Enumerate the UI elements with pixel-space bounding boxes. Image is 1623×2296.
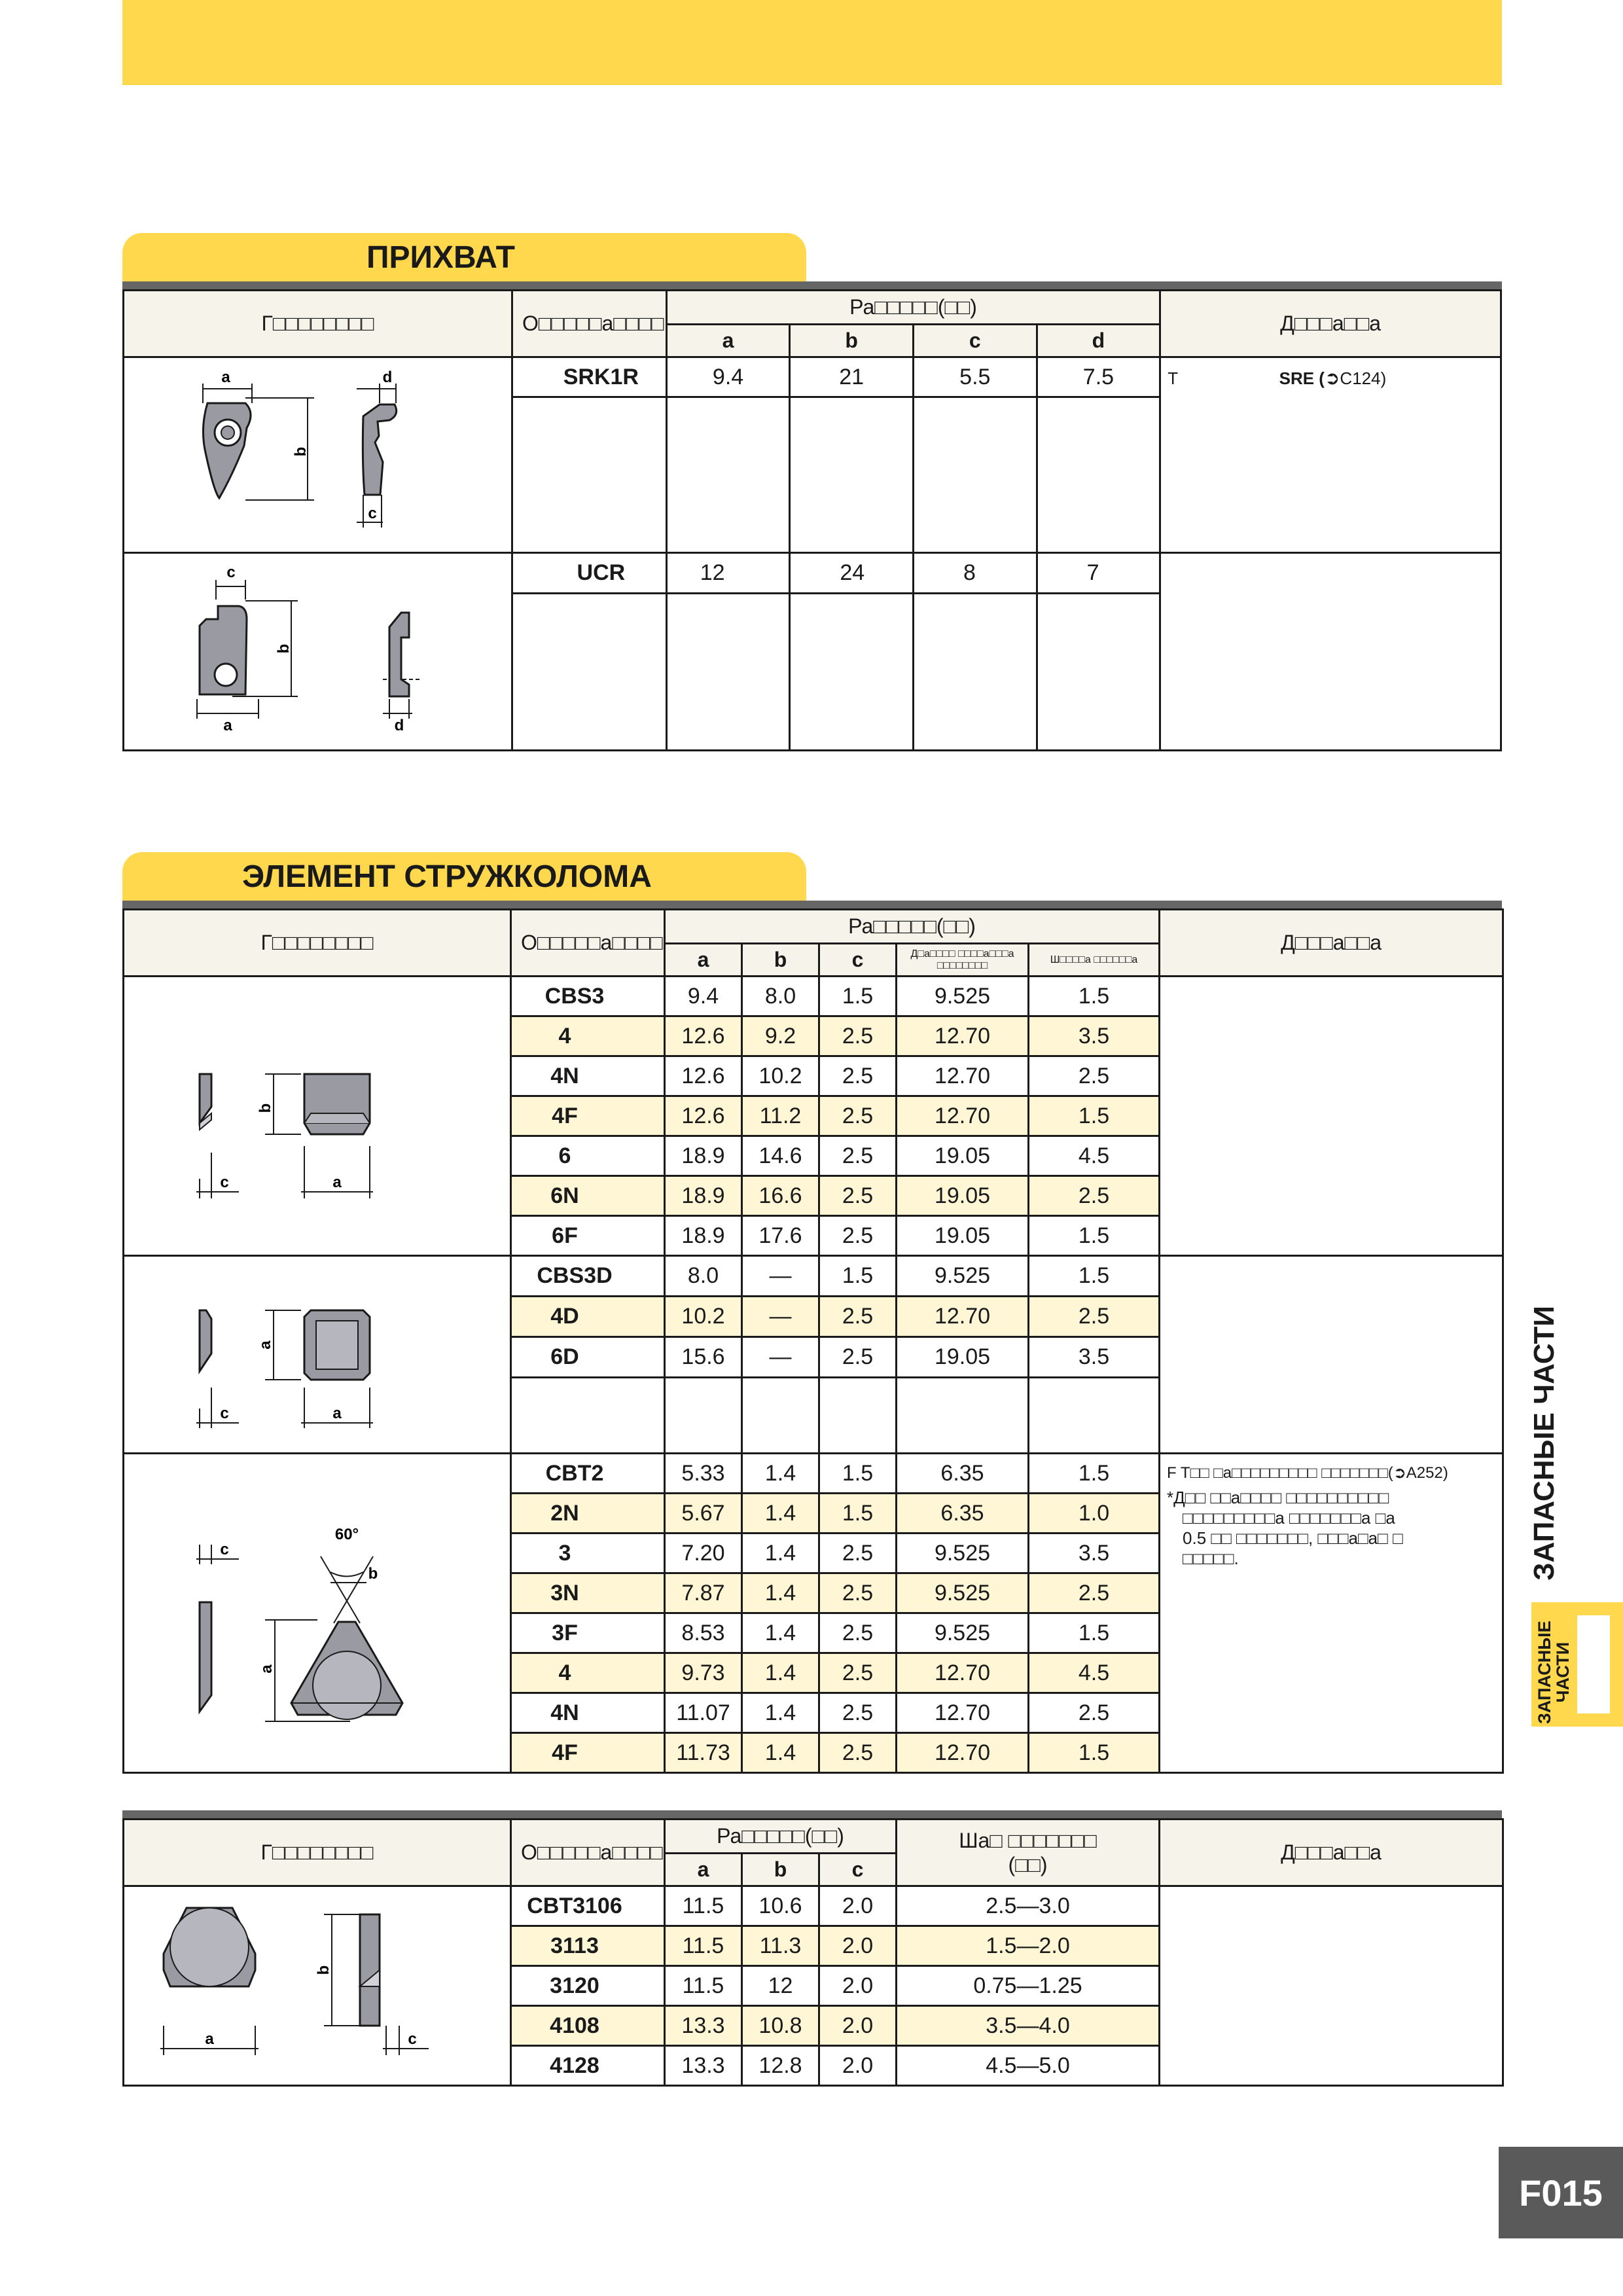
- designation-cell: 2N: [511, 1494, 665, 1534]
- value-b: —: [742, 1337, 819, 1378]
- value-pitch: 1.5—2.0: [897, 1926, 1160, 1966]
- col-header-b: b: [742, 1854, 819, 1886]
- value-w: 3.5: [1029, 1016, 1160, 1056]
- designation-cell: 3113: [511, 1926, 665, 1966]
- designation-cell: 6F: [511, 1216, 665, 1256]
- value-c: 1.5: [819, 1454, 897, 1494]
- side-tab-label-line1: ЗАПАСНЫЕ: [1535, 1621, 1554, 1724]
- designation-cell: 4: [511, 1016, 665, 1056]
- value-d: 7.5: [1037, 357, 1160, 397]
- dim-label-b: b: [275, 643, 293, 654]
- value-b: 10.6: [742, 1886, 819, 1926]
- value-b: 11.3: [742, 1926, 819, 1966]
- value-d: 9.525: [897, 1256, 1029, 1297]
- value-b: 8.0: [742, 977, 819, 1016]
- value-b: 10.2: [742, 1056, 819, 1096]
- value-w: 1.5: [1029, 1256, 1160, 1297]
- table-row: [124, 1256, 1503, 1297]
- dim-label-a: a: [257, 1664, 276, 1674]
- designation-cell: 3F: [511, 1613, 665, 1653]
- chipbreaker-drawing-cbs3d: [124, 1256, 511, 1454]
- value-a: 9.73: [665, 1653, 742, 1693]
- value-d: 9.525: [897, 1613, 1029, 1653]
- value-b: 10.8: [742, 2006, 819, 2046]
- value-c: 2.5: [819, 1534, 897, 1573]
- value-b: 21: [790, 357, 914, 397]
- designation-cell: CBS3D: [511, 1256, 665, 1297]
- value-c: 8: [914, 553, 1037, 594]
- value-a: 7.87: [665, 1573, 742, 1613]
- value-c: 2.5: [819, 1653, 897, 1693]
- value-d: 12.70: [897, 1693, 1029, 1733]
- value-a: 5.33: [665, 1454, 742, 1494]
- value-a: 8.53: [665, 1613, 742, 1653]
- value-w: 1.5: [1029, 1096, 1160, 1136]
- value-a: 5.67: [665, 1494, 742, 1534]
- note-cell-srk1r: [1160, 357, 1501, 553]
- value-w: 1.5: [1029, 1733, 1160, 1773]
- dim-label-a: a: [256, 1340, 274, 1350]
- pitch-unit: (□□): [1008, 1852, 1048, 1876]
- value-w: 2.5: [1029, 1176, 1160, 1216]
- value-a: 9.4: [665, 977, 742, 1016]
- value-a: 18.9: [665, 1176, 742, 1216]
- value-d: 7: [1037, 553, 1160, 594]
- value-b: 1.4: [742, 1653, 819, 1693]
- value-a: 11.5: [665, 1886, 742, 1926]
- value-w: 1.5: [1029, 1613, 1160, 1653]
- value-d: 12.70: [897, 1733, 1029, 1773]
- value-b: 11.2: [742, 1096, 819, 1136]
- value-c: 1.5: [819, 977, 897, 1016]
- value-a: 18.9: [665, 1216, 742, 1256]
- note-cell-group1: [1160, 977, 1503, 1256]
- value-b: 1.4: [742, 1534, 819, 1573]
- clamp-drawing-ucr: [124, 553, 512, 751]
- value-c: 2.5: [819, 1613, 897, 1653]
- section-rule-chipbreaker: [122, 901, 1502, 908]
- top-color-band: [122, 0, 1502, 85]
- value-c: 2.5: [819, 1733, 897, 1773]
- side-tab-label-line2: ЧАСТИ: [1553, 1641, 1573, 1703]
- col-header-pitch: [897, 1820, 1160, 1886]
- value-d: 19.05: [897, 1216, 1029, 1256]
- value-d: 12.70: [897, 1297, 1029, 1337]
- value-b: 1.4: [742, 1733, 819, 1773]
- value-a: 15.6: [665, 1337, 742, 1378]
- angle-label: 60°: [334, 1526, 359, 1543]
- value-a: 13.3: [665, 2006, 742, 2046]
- dim-label-a: a: [221, 368, 231, 386]
- note-line: 0.5 □□ □□□□□□□, □□□а□а□ □: [1183, 1528, 1403, 1548]
- pitch-label: Ша□ □□□□□□□: [959, 1828, 1097, 1852]
- side-vertical-title: [1525, 1283, 1564, 1604]
- value-a: 11.5: [665, 1966, 742, 2006]
- value-c: 2.5: [819, 1096, 897, 1136]
- dim-label-b: b: [314, 1965, 332, 1975]
- chipbreaker-drawing-cbt2: [124, 1454, 511, 1773]
- value-d: 9.525: [897, 977, 1029, 1016]
- value-a: 18.9: [665, 1136, 742, 1176]
- clamp-table: [122, 289, 1502, 751]
- designation-cell: UCR: [512, 553, 666, 594]
- page-number: F015: [1499, 2147, 1623, 2238]
- value-a: 12.6: [665, 1096, 742, 1136]
- value-c: 2.5: [819, 1297, 897, 1337]
- col-header-c: c: [914, 325, 1037, 357]
- note-cell-group3: [1160, 1454, 1503, 1773]
- value-w: 1.0: [1029, 1494, 1160, 1534]
- col-header-note: Д□□□а□□а: [1160, 910, 1503, 977]
- col-header-designation: О□□□□□а□□□□: [511, 910, 665, 977]
- value-a: 12.6: [665, 1016, 742, 1056]
- dim-label-c: c: [226, 564, 236, 581]
- col-header-shape: Г□□□□□□□□: [124, 1820, 511, 1886]
- dim-label-b: b: [292, 446, 310, 456]
- value-d: 9.525: [897, 1534, 1029, 1573]
- value-w: 2.5: [1029, 1693, 1160, 1733]
- col-header-c: c: [819, 1854, 897, 1886]
- value-d: 19.05: [897, 1176, 1029, 1216]
- designation-cell: 3120: [511, 1966, 665, 2006]
- value-d: 19.05: [897, 1337, 1029, 1378]
- section-rule-thread: [122, 1810, 1502, 1818]
- value-b: 1.4: [742, 1494, 819, 1534]
- value-w: 1.5: [1029, 1216, 1160, 1256]
- clamp-drawing-srk1r: [124, 357, 512, 553]
- value-c: 2.5: [819, 1016, 897, 1056]
- col-header-inscribed-circle: Д□а□□□□ □□□□а□□□а □□□□□□□□: [897, 944, 1029, 977]
- note-ref: A252): [1406, 1464, 1448, 1482]
- designation-cell: 4: [511, 1653, 665, 1693]
- value-b: 1.4: [742, 1693, 819, 1733]
- ref-arrow-icon: ➲: [1324, 368, 1340, 388]
- dim-label-c: c: [407, 2030, 417, 2048]
- value-d: 6.35: [897, 1494, 1029, 1534]
- value-b: —: [742, 1297, 819, 1337]
- col-header-width: Ш□□□□а □□□□□□а: [1029, 944, 1160, 977]
- value-w: 1.5: [1029, 1454, 1160, 1494]
- section-rule-clamp: [122, 281, 1502, 289]
- value-c: 2.5: [819, 1176, 897, 1216]
- dim-label-a: a: [223, 717, 233, 734]
- dim-label-c: c: [219, 1405, 229, 1422]
- value-b: 24: [790, 553, 914, 594]
- designation-cell: 6D: [511, 1337, 665, 1378]
- value-c: 2.0: [819, 1886, 897, 1926]
- designation-cell: 4D: [511, 1297, 665, 1337]
- value-w: 2.5: [1029, 1297, 1160, 1337]
- value-a: 11.73: [665, 1733, 742, 1773]
- note-cell-ucr: [1160, 553, 1501, 751]
- note-text: SRE (: [1279, 368, 1325, 388]
- designation-cell: 4F: [511, 1096, 665, 1136]
- value-c: 2.5: [819, 1693, 897, 1733]
- dim-label-d: d: [383, 368, 393, 386]
- value-d: 19.05: [897, 1136, 1029, 1176]
- value-b: 12: [742, 1966, 819, 2006]
- value-b: 9.2: [742, 1016, 819, 1056]
- value-c: 2.0: [819, 1966, 897, 2006]
- value-pitch: 4.5—5.0: [897, 2046, 1160, 2086]
- col-header-shape: Г□□□□□□□□: [124, 291, 512, 357]
- value-c: 2.0: [819, 1926, 897, 1966]
- col-header-d: d: [1037, 325, 1160, 357]
- value-pitch: 3.5—4.0: [897, 2006, 1160, 2046]
- chipbreaker-table: [122, 908, 1504, 1774]
- value-c: 5.5: [914, 357, 1037, 397]
- value-w: 3.5: [1029, 1534, 1160, 1573]
- value-b: 14.6: [742, 1136, 819, 1176]
- designation-cell: 4128: [511, 2046, 665, 2086]
- note-cell-thread: [1160, 1886, 1503, 2086]
- side-tab-cutout: [1577, 1615, 1610, 1713]
- value-b: 17.6: [742, 1216, 819, 1256]
- table-row: [124, 357, 1501, 397]
- note-cell-group2: [1160, 1256, 1503, 1454]
- note-line: □□□□□.: [1183, 1549, 1239, 1568]
- col-header-note: Д□□□а□□а: [1160, 291, 1501, 357]
- value-w: 2.5: [1029, 1573, 1160, 1613]
- col-header-dims: Ра□□□□□(□□): [665, 1820, 897, 1854]
- value-d: 12.70: [897, 1096, 1029, 1136]
- value-w: 4.5: [1029, 1136, 1160, 1176]
- chipbreaker-drawing-cbs3: [124, 977, 511, 1256]
- value-d: 12.70: [897, 1653, 1029, 1693]
- value-a: 7.20: [665, 1534, 742, 1573]
- col-header-shape: Г□□□□□□□□: [124, 910, 511, 977]
- table-row: [124, 553, 1501, 594]
- designation-cell: 6N: [511, 1176, 665, 1216]
- table-row: [124, 1886, 1503, 1926]
- value-c: 2.5: [819, 1056, 897, 1096]
- dim-label-c: c: [219, 1173, 229, 1191]
- value-b: 1.4: [742, 1454, 819, 1494]
- value-c: 2.5: [819, 1136, 897, 1176]
- note-ref: C124): [1340, 368, 1387, 388]
- dim-label-b: b: [368, 1565, 378, 1583]
- designation-cell: 6: [511, 1136, 665, 1176]
- col-header-b: b: [790, 325, 914, 357]
- col-header-dims: Ра□□□□□(□□): [665, 910, 1160, 944]
- ref-arrow-icon: ➲: [1393, 1464, 1406, 1482]
- value-b: 12.8: [742, 2046, 819, 2086]
- dim-label-a: a: [332, 1173, 342, 1191]
- designation-cell: 4N: [511, 1056, 665, 1096]
- designation-cell: CBT3106: [511, 1886, 665, 1926]
- value-w: 2.5: [1029, 1056, 1160, 1096]
- col-header-dims: Ра□□□□□(□□): [666, 291, 1160, 325]
- value-b: 1.4: [742, 1613, 819, 1653]
- note-line: *Д□□ □□а□□□□ □□□□□□□□□□: [1167, 1488, 1389, 1507]
- value-b: 16.6: [742, 1176, 819, 1216]
- designation-cell: 3N: [511, 1573, 665, 1613]
- dim-label-a: a: [332, 1405, 342, 1422]
- dim-label-c: c: [368, 504, 378, 522]
- dim-label-d: d: [395, 717, 404, 734]
- note-line: □□□□□□□□□а □□□□□□□а □а: [1183, 1508, 1395, 1528]
- designation-cell: CBS3: [511, 977, 665, 1016]
- table-row: [124, 1454, 1503, 1494]
- designation-cell: CBT2: [511, 1454, 665, 1494]
- value-a: 10.2: [665, 1297, 742, 1337]
- value-c: 2.5: [819, 1216, 897, 1256]
- col-header-a: a: [665, 944, 742, 977]
- col-header-a: a: [666, 325, 790, 357]
- col-header-designation: О□□□□□а□□□□: [512, 291, 666, 357]
- side-vertical-title-text: ЗАПАСНЫЕ ЧАСТИ: [1528, 1305, 1560, 1581]
- value-b: —: [742, 1256, 819, 1297]
- thread-table: [122, 1818, 1504, 2087]
- side-tab-label: [1535, 1621, 1573, 1724]
- col-header-designation: О□□□□□а□□□□: [511, 1820, 665, 1886]
- dim-label-c: c: [219, 1541, 229, 1558]
- value-c: 1.5: [819, 1256, 897, 1297]
- value-c: 2.0: [819, 2046, 897, 2086]
- value-d: 12.70: [897, 1016, 1029, 1056]
- note-line: F T□□ □а□□□□□□□□□ □□□□□□□(: [1167, 1464, 1393, 1482]
- value-d: 6.35: [897, 1454, 1029, 1494]
- value-a: 11.07: [665, 1693, 742, 1733]
- col-header-a: a: [665, 1854, 742, 1886]
- value-pitch: 0.75—1.25: [897, 1966, 1160, 2006]
- value-c: 2.5: [819, 1573, 897, 1613]
- value-w: 1.5: [1029, 977, 1160, 1016]
- section-title-clamp: ПРИХВАТ: [366, 240, 515, 275]
- dim-label-a: a: [204, 2030, 214, 2048]
- col-header-b: b: [742, 944, 819, 977]
- value-w: 4.5: [1029, 1653, 1160, 1693]
- value-c: 1.5: [819, 1494, 897, 1534]
- section-title-chipbreaker: ЭЛЕМЕНТ СТРУЖКОЛОМА: [242, 859, 652, 894]
- value-a: 13.3: [665, 2046, 742, 2086]
- value-b: 1.4: [742, 1573, 819, 1613]
- value-c: 2.5: [819, 1337, 897, 1378]
- dim-label-b: b: [256, 1103, 274, 1113]
- value-a: 12.6: [665, 1056, 742, 1096]
- value-d: 9.525: [897, 1573, 1029, 1613]
- table-row: [124, 977, 1503, 1016]
- value-a: 9.4: [666, 357, 790, 397]
- designation-cell: 4108: [511, 2006, 665, 2046]
- designation-cell: SRK1R: [512, 357, 666, 397]
- value-a: 11.5: [665, 1926, 742, 1966]
- designation-cell: 4N: [511, 1693, 665, 1733]
- thread-insert-drawing: [124, 1886, 511, 2086]
- designation-cell: 4F: [511, 1733, 665, 1773]
- note-prefix: Т: [1168, 368, 1179, 388]
- side-section-tab: [1531, 1602, 1623, 1727]
- value-a: 12: [666, 553, 790, 594]
- value-pitch: 2.5—3.0: [897, 1886, 1160, 1926]
- value-d: 12.70: [897, 1056, 1029, 1096]
- col-header-note: Д□□□а□□а: [1160, 1820, 1503, 1886]
- value-c: 2.0: [819, 2006, 897, 2046]
- col-header-c: c: [819, 944, 897, 977]
- value-a: 8.0: [665, 1256, 742, 1297]
- designation-cell: 3: [511, 1534, 665, 1573]
- value-w: 3.5: [1029, 1337, 1160, 1378]
